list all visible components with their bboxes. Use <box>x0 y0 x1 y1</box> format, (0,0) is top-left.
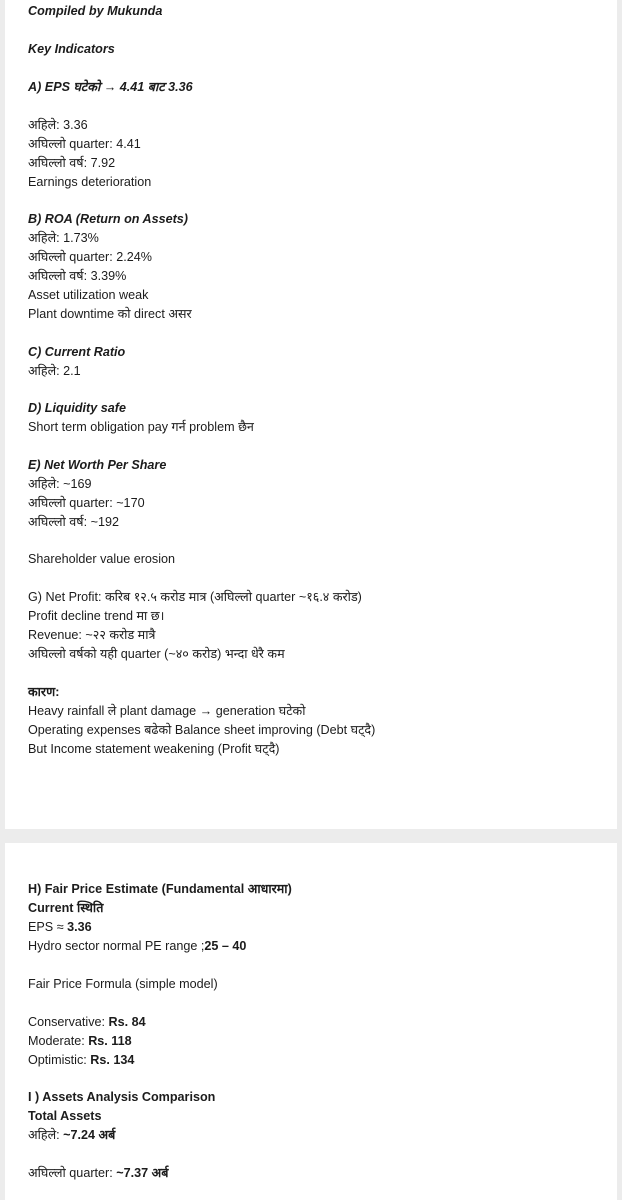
net-profit-line: G) Net Profit: करिब १२.५ करोड मात्र (अघिल्लो quarter ~१६.४ करोड) <box>28 590 362 604</box>
fair-price-subheading: Current स्थिति <box>28 901 104 915</box>
current-ratio-heading: C) Current Ratio <box>28 345 126 359</box>
roa-prev-quarter: अघिल्लो quarter: 2.24% <box>28 250 152 264</box>
assets-prev-line <box>28 1165 609 1181</box>
fair-price-formula: Fair Price Formula (simple model) <box>28 977 218 991</box>
assets-prev-label: अघिल्लो quarter: <box>28 1166 117 1180</box>
optimistic-label: Optimistic: <box>28 1053 91 1067</box>
moderate-label: Moderate: <box>28 1034 89 1048</box>
net-worth-prev-year: अघिल्लो वर्ष: ~192 <box>28 515 119 529</box>
analysis-card-1 <box>5 0 617 829</box>
current-ratio-now: अहिले: 2.1 <box>28 364 81 378</box>
conservative-label: Conservative: <box>28 1015 109 1029</box>
conservative-line <box>28 1014 609 1030</box>
eps-note: Earnings deterioration <box>28 175 152 189</box>
profit-trend-line: Profit decline trend मा छ। <box>28 609 165 623</box>
eps-estimate-line <box>28 919 609 935</box>
roa-note-1: Asset utilization weak <box>28 288 149 302</box>
eps-estimate-value: 3.36 <box>67 920 92 934</box>
pe-range-label: Hydro sector normal PE range ; <box>28 939 205 953</box>
roa-now: अहिले: 1.73% <box>28 231 99 245</box>
pe-range-line <box>28 938 609 954</box>
assets-heading: I ) Assets Analysis Comparison <box>28 1090 216 1104</box>
reason-1: Heavy rainfall ले plant damage → generation घटेको <box>28 704 306 718</box>
assets-prev-value: ~7.37 अर्ब <box>116 1166 169 1180</box>
analysis-card-2 <box>5 843 617 1200</box>
reason-2: Operating expenses बढेको Balance sheet improving (Debt घट्दै) <box>28 723 376 737</box>
liquidity-note: Short term obligation pay गर्न problem छैन <box>28 420 254 434</box>
liquidity-heading: D) Liquidity safe <box>28 401 126 415</box>
revenue-line: Revenue: ~२२ करोड मात्रै <box>28 628 156 642</box>
eps-estimate-label: EPS ≈ <box>28 920 68 934</box>
moderate-value: Rs. 118 <box>88 1034 132 1048</box>
assets-now-line <box>28 1127 609 1143</box>
net-worth-now: अहिले: ~169 <box>28 477 92 491</box>
assets-now-label: अहिले: <box>28 1128 64 1142</box>
eps-prev-quarter: अघिल्लो quarter: 4.41 <box>28 137 141 151</box>
optimistic-value: Rs. 134 <box>90 1053 135 1067</box>
roa-heading: B) ROA (Return on Assets) <box>28 212 188 226</box>
eps-heading: A) EPS घटेको → 4.41 बाट 3.36 <box>28 80 193 94</box>
key-indicators-heading: Key Indicators <box>28 42 115 56</box>
compiled-by: Compiled by Mukunda <box>28 4 163 18</box>
roa-note-2: Plant downtime को direct असर <box>28 307 192 321</box>
reason-3: But Income statement weakening (Profit घट्दै) <box>28 742 280 756</box>
net-worth-prev-quarter: अघिल्लो quarter: ~170 <box>28 496 145 510</box>
net-worth-heading: E) Net Worth Per Share <box>28 458 167 472</box>
fair-price-heading: H) Fair Price Estimate (Fundamental आधारमा) <box>28 882 292 896</box>
net-worth-note: Shareholder value erosion <box>28 552 176 566</box>
eps-now: अहिले: 3.36 <box>28 118 88 132</box>
assets-now-value: ~7.24 अर्ब <box>63 1128 116 1142</box>
pe-range-value: 25 – 40 <box>204 939 247 953</box>
optimistic-line <box>28 1052 609 1068</box>
reasons-heading: कारण: <box>28 685 60 699</box>
assets-subheading: Total Assets <box>28 1109 102 1123</box>
conservative-value: Rs. 84 <box>108 1015 146 1029</box>
moderate-line <box>28 1033 609 1049</box>
roa-prev-year: अघिल्लो वर्ष: 3.39% <box>28 269 127 283</box>
revenue-comparison-line: अघिल्लो वर्षको यही quarter (~४० करोड) भन्दा धेरै कम <box>28 647 285 661</box>
eps-prev-year: अघिल्लो वर्ष: 7.92 <box>28 156 116 170</box>
